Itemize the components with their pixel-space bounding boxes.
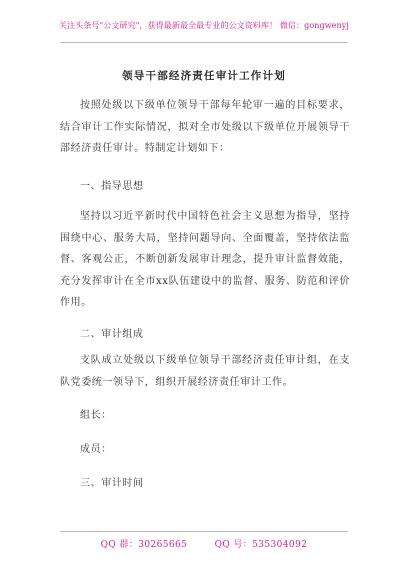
qq-number-text: QQ 号：535304092 [214,540,308,550]
guiding-ideology-paragraph: 坚持以习近平新时代中国特色社会主义思想为指导，坚持围绕中心、服务大局，坚持问题导向、全面覆盖，坚持依法监督、客观公正，不断创新发展审计理念，提升审计监督效能，充分发挥审计在全市xx队伍建设中的监督、服务、防范和评价作用。 [60,211,350,308]
qq-group-text: QQ 群：30265665 [100,540,188,550]
section-heading-audit-composition: 二、审计组成 [80,329,144,340]
member-label: 成员： [80,444,112,455]
promo-banner: 关注头条号"公文研究"，获得最新最全最专业的公文资料库！ 微信：gongwenyj [59,21,349,30]
section-heading-guiding-ideology: 一、指导思想 [80,181,144,192]
footer-contact [0,537,408,550]
leader-label: 组长： [80,410,112,421]
intro-paragraph: 按照处级以下级单位领导干部每年轮审一遍的目标要求，结合审计工作实际情况，拟对全市处级以下级单位开展领导干部经济责任审计。特制定计划如下： [60,100,350,154]
audit-composition-paragraph: 支队成立处级以下级单位领导干部经济责任审计组，在支队党委统一领导下，组织开展经济责任审计工作。 [60,355,350,388]
section-heading-audit-time: 三、审计时间 [80,478,144,489]
footer-divider [60,531,348,532]
document-title: 领导干部经济责任审计工作计划 [122,70,286,82]
header-divider [60,42,348,43]
